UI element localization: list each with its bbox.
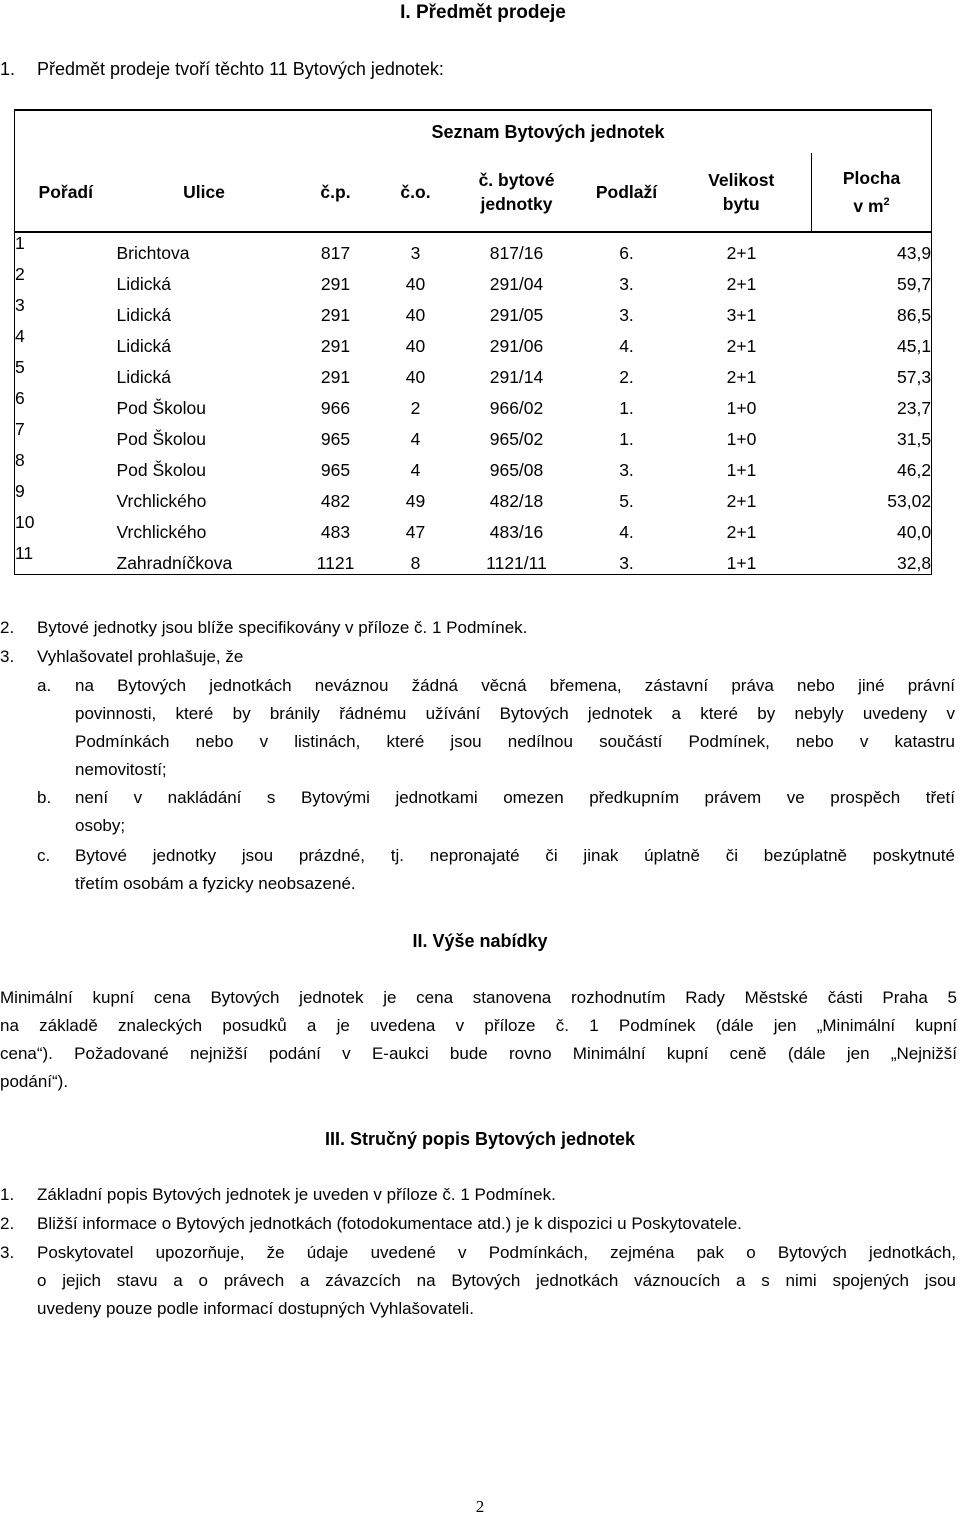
cell-cp: 483 [320, 522, 351, 542]
cell-unit: 965/02 [489, 429, 544, 449]
cell-area: 40,0 [812, 512, 932, 543]
paragraph-line: na základě znaleckých posudků a je uvedena v příloze č. 1 Podmínek (dále jen „Minimální kupní [0, 1016, 957, 1035]
cell-cp: 817 [320, 243, 351, 263]
table-row [15, 357, 932, 388]
header-unit [452, 153, 582, 232]
cell-area: 23,7 [812, 388, 932, 419]
list-number: 1. [0, 59, 16, 79]
list-item-notice [0, 1239, 960, 1329]
cell-order: 3 [15, 295, 117, 326]
table-row [15, 388, 932, 419]
table-row [15, 481, 932, 512]
cell-street: Zahradníčkova [117, 543, 292, 575]
paragraph-line: Minimální kupní cena Bytových jednotek je cena stanovena rozhodnutím Rady Městské části Praha 5 [0, 988, 957, 1007]
cell-co: 4 [410, 429, 421, 449]
cell-street: Lidická [116, 305, 171, 325]
cell-street: Pod Školou [116, 460, 207, 480]
cell-co: 49 [405, 491, 426, 511]
section-heading-offer: II. Výše nabídky [412, 931, 548, 951]
cell-co: 2 [410, 398, 421, 418]
paragraph-line: není v nakládání s Bytovými jednotkami omezen předkupním právem ve prospěch třetí [75, 788, 955, 807]
cell-cp: 482 [320, 491, 351, 511]
cell-street: Vrchlického [116, 491, 207, 511]
cell-size: 1+1 [672, 543, 812, 575]
sub-letter: a. [37, 676, 52, 695]
cell-size: 1+1 [726, 460, 757, 480]
offer-paragraph [0, 984, 957, 1096]
cell-order: 2 [15, 264, 117, 295]
section-heading-subject: I. Předmět prodeje [400, 2, 566, 23]
cell-street: Lidická [116, 367, 171, 387]
table-row [15, 295, 932, 326]
declaration-a [37, 672, 957, 788]
cell-co: 3 [410, 243, 421, 263]
header-size [672, 153, 812, 232]
cell-street: Vrchlického [116, 522, 207, 542]
cell-order: 4 [15, 326, 117, 357]
cell-co: 8 [380, 543, 452, 575]
cell-size: 1+0 [726, 398, 757, 418]
cell-floor: 3. [619, 274, 634, 294]
cell-street: Brichtova [116, 243, 190, 263]
cell-unit: 482/18 [489, 491, 544, 511]
list-number: 3. [0, 647, 15, 666]
cell-floor: 1. [619, 398, 634, 418]
cell-area: 43,9 [812, 232, 932, 264]
cell-size: 2+1 [726, 522, 757, 542]
cell-size: 2+1 [726, 274, 757, 294]
table-row [15, 419, 932, 450]
cell-order: 10 [15, 512, 117, 543]
cell-size: 2+1 [726, 336, 757, 356]
paragraph-line: na Bytových jednotkách neváznou žádná věcná břemena, zástavní práva nebo jiné právní [75, 676, 955, 695]
header-unit-line2: jednotky [480, 194, 553, 214]
cell-area: 31,5 [812, 419, 932, 450]
cell-area: 45,1 [812, 326, 932, 357]
cell-size: 1+0 [726, 429, 757, 449]
list-text: Bližší informace o Bytových jednotkách (fotodokumentace atd.) je k dispozici u Poskytovatele. [37, 1214, 742, 1233]
header-unit-line1: č. bytové [478, 170, 555, 190]
paragraph-line: osoby; [75, 816, 126, 835]
cell-size: 2+1 [726, 243, 757, 263]
cell-floor: 1. [619, 429, 634, 449]
cell-cp: 291 [320, 336, 351, 356]
cell-floor: 2. [619, 367, 634, 387]
units-table [14, 109, 932, 575]
header-area-line1: Plocha [842, 168, 901, 189]
header-co: č.o. [400, 182, 431, 202]
cell-floor: 3. [619, 305, 634, 325]
cell-unit: 966/02 [489, 398, 544, 418]
page-number: 2 [475, 1497, 485, 1516]
table-row [15, 232, 932, 264]
cell-cp: 291 [320, 305, 351, 325]
header-size-line2: bytu [722, 194, 760, 214]
cell-unit: 291/04 [489, 274, 544, 294]
cell-floor: 4. [619, 336, 634, 356]
cell-unit: 1121/11 [452, 543, 582, 575]
section-heading-description: III. Stručný popis Bytových jednotek [324, 1129, 636, 1149]
paragraph-line: nemovitostí; [75, 760, 167, 779]
table-row [15, 512, 932, 543]
cell-cp: 1121 [292, 543, 380, 575]
cell-area: 59,7 [812, 264, 932, 295]
header-street: Ulice [183, 182, 225, 202]
list-text: Vyhlašovatel prohlašuje, že [37, 647, 244, 666]
cell-size: 2+1 [726, 491, 757, 511]
cell-street: Lidická [116, 336, 171, 356]
cell-unit: 291/14 [489, 367, 544, 387]
cell-area: 46,2 [812, 450, 932, 481]
paragraph-line: podání“). [0, 1072, 69, 1091]
declaration-b [37, 784, 957, 844]
header-floor: Podlaží [595, 182, 658, 202]
cell-floor: 6. [619, 243, 634, 263]
paragraph-line: cena“). Požadované nejnižší podání v E-aukci bude rovno Minimální kupní ceně (dále jen „Nejnižší [0, 1044, 957, 1063]
cell-order: 5 [15, 357, 117, 388]
list-number: 2. [0, 618, 15, 637]
cell-co: 40 [405, 305, 426, 325]
list-number: 2. [0, 1214, 15, 1233]
cell-floor: 3. [619, 460, 634, 480]
table-row [15, 264, 932, 295]
list-text: Předmět prodeje tvoří těchto 11 Bytových jednotek: [37, 59, 444, 79]
paragraph-line: o jejich stavu a o právech a závazcích na Bytových jednotkách váznoucích a s nimi spojených jsou [37, 1271, 956, 1290]
cell-size: 3+1 [726, 305, 757, 325]
header-area [812, 153, 932, 232]
cell-cp: 965 [320, 429, 351, 449]
cell-size: 2+1 [726, 367, 757, 387]
list-text: Bytové jednotky jsou blíže specifikovány v příloze č. 1 Podmínek. [37, 618, 528, 637]
cell-street: Pod Školou [116, 398, 207, 418]
cell-co: 40 [405, 367, 426, 387]
list-text: Základní popis Bytových jednotek je uveden v příloze č. 1 Podmínek. [37, 1185, 556, 1204]
cell-order: 7 [15, 419, 117, 450]
paragraph-line: uvedeny pouze podle informací dostupných Vyhlašovateli. [37, 1299, 474, 1318]
cell-order: 9 [15, 481, 117, 512]
table-caption: Seznam Bytových jednotek [15, 110, 932, 153]
paragraph-line: Bytové jednotky jsou prázdné, tj. nepronajaté či jinak úplatně či bezúplatně poskytnuté [75, 846, 955, 865]
table-row [15, 543, 932, 575]
cell-cp: 291 [320, 367, 351, 387]
cell-area: 57,3 [812, 357, 932, 388]
header-size-line1: Velikost [708, 170, 775, 190]
sub-letter: c. [37, 846, 51, 865]
cell-order: 6 [15, 388, 117, 419]
paragraph-line: povinnosti, které by bránily řádnému užívání Bytových jednotek a které by nebyly uvedeny v [75, 704, 955, 723]
cell-unit: 291/06 [489, 336, 544, 356]
list-number: 1. [0, 1185, 15, 1204]
declaration-c [37, 842, 957, 902]
cell-cp: 965 [320, 460, 351, 480]
cell-unit: 483/16 [489, 522, 544, 542]
cell-cp: 291 [320, 274, 351, 294]
cell-co: 4 [410, 460, 421, 480]
cell-co: 47 [405, 522, 426, 542]
cell-order: 1 [15, 232, 117, 264]
table-row [15, 326, 932, 357]
cell-co: 40 [405, 274, 426, 294]
header-area-line2: v $m^2$ [853, 195, 890, 216]
cell-street: Pod Školou [116, 429, 207, 449]
cell-unit: 965/08 [489, 460, 544, 480]
cell-cp: 966 [320, 398, 351, 418]
cell-order: 11 [15, 543, 117, 575]
cell-unit: 817/16 [489, 243, 544, 263]
paragraph-line: třetím osobám a fyzicky neobsazené. [75, 874, 356, 893]
cell-floor: 3. [582, 543, 672, 575]
list-number: 3. [0, 1243, 15, 1262]
cell-unit: 291/05 [489, 305, 544, 325]
paragraph-line: Podmínkách nebo v listinách, které jsou nedílnou součástí Podmínek, nebo v katastru [75, 732, 955, 751]
cell-area: 32,8 [812, 543, 932, 575]
sub-letter: b. [37, 788, 52, 807]
cell-floor: 5. [619, 491, 634, 511]
paragraph-line: Poskytovatel upozorňuje, že údaje uvedené v Podmínkách, zejména pak o Bytových jednotkách, [37, 1243, 956, 1262]
cell-order: 8 [15, 450, 117, 481]
cell-street: Lidická [116, 274, 171, 294]
cell-floor: 4. [619, 522, 634, 542]
cell-co: 40 [405, 336, 426, 356]
header-cp: č.p. [320, 182, 351, 202]
table-row [15, 450, 932, 481]
header-order: Pořadí [15, 153, 117, 232]
cell-area: 53,02 [812, 481, 932, 512]
cell-area: 86,5 [812, 295, 932, 326]
